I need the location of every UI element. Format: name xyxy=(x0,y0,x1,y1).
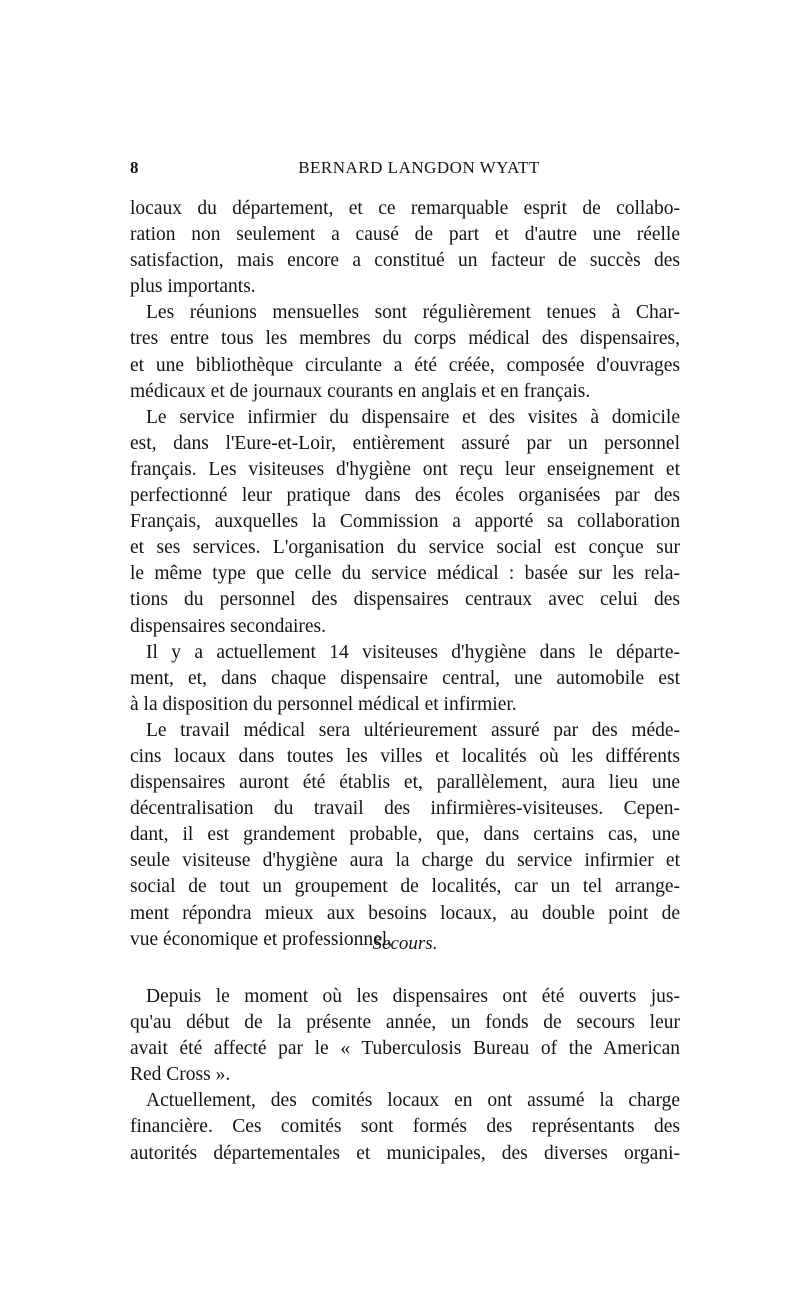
text-line: locaux du département, et ce remarquable esprit de collabo- xyxy=(130,198,680,219)
text-line: Français, auxquelles la Commission a apporté sa collaboration xyxy=(130,511,680,533)
text-line: Le service infirmier du dispensaire et des visites à domicile xyxy=(146,406,680,428)
text-line: perfectionné leur pratique dans des écoles organisées par des xyxy=(130,485,680,507)
text-line: plus importants. xyxy=(130,276,256,298)
text-line: ration non seulement a causé de part et d'autre une réelle xyxy=(130,224,680,246)
text-line: ment répondra mieux aux besoins locaux, au double point de xyxy=(130,902,680,924)
text-line: français. Les visiteuses d'hygiène ont reçu leur enseignement et xyxy=(130,458,680,480)
text-line: le même type que celle du service médical : basée sur les rela- xyxy=(130,563,680,585)
body-text-top xyxy=(130,196,680,953)
text-line: décentralisation du travail des infirmières-visiteuses. Cepen- xyxy=(130,798,680,820)
running-title: BERNARD LANGDON WYATT xyxy=(298,158,540,177)
text-line: satisfaction, mais encore a constitué un facteur de succès des xyxy=(130,250,680,272)
text-line: tres entre tous les membres du corps médical des dispensaires, xyxy=(130,328,680,350)
text-line: dispensaires secondaires. xyxy=(130,615,327,637)
text-line: avait été affecté par le « Tuberculosis Bureau of the American xyxy=(130,1038,680,1060)
text-line: Les réunions mensuelles sont régulièrement tenues à Char- xyxy=(146,302,680,324)
text-line: tions du personnel des dispensaires centraux avec celui des xyxy=(130,589,680,611)
text-line: Depuis le moment où les dispensaires ont été ouverts jus- xyxy=(146,986,680,1007)
text-line: Red Cross ». xyxy=(130,1064,231,1086)
text-line: ment, et, dans chaque dispensaire central, une automobile est xyxy=(130,667,680,689)
text-line: Le travail médical sera ultérieurement assuré par des méde- xyxy=(146,719,680,741)
text-line: seule visiteuse d'hygiène aura la charge du service infirmier et xyxy=(130,850,680,872)
text-line: Actuellement, des comités locaux en ont assumé la charge xyxy=(146,1090,680,1112)
text-line: dant, il est grandement probable, que, dans certains cas, une xyxy=(130,824,680,846)
text-line: social de tout un groupement de localités, car un tel arrange- xyxy=(130,876,680,898)
text-line: médicaux et de journaux courants en anglais et en français. xyxy=(130,380,591,402)
running-head xyxy=(130,158,680,184)
text-line: et ses services. L'organisation du service social est conçue sur xyxy=(130,537,680,559)
text-line: autorités départementales et municipales, des diverses organi- xyxy=(130,1142,680,1164)
text-line: cins locaux dans toutes les villes et localités où les différents xyxy=(130,745,680,767)
section-heading: Secours. xyxy=(372,933,438,954)
text-line: qu'au début de la présente année, un fonds de secours leur xyxy=(130,1012,680,1034)
page-number: 8 xyxy=(130,158,139,177)
text-line: Il y a actuellement 14 visiteuses d'hygiène dans le départe- xyxy=(146,641,680,663)
text-line: est, dans l'Eure-et-Loir, entièrement assuré par un personnel xyxy=(130,432,680,454)
text-line: financière. Ces comités sont formés des représentants des xyxy=(130,1116,680,1138)
text-line: à la disposition du personnel médical et infirmier. xyxy=(130,693,517,715)
text-line: dispensaires auront été établis et, parallèlement, aura lieu une xyxy=(130,772,680,794)
body-text-bottom xyxy=(130,984,680,1167)
text-line: et une bibliothèque circulante a été créée, composée d'ouvrages xyxy=(130,354,680,376)
text-line: vue économique et professionnel, xyxy=(130,928,393,950)
